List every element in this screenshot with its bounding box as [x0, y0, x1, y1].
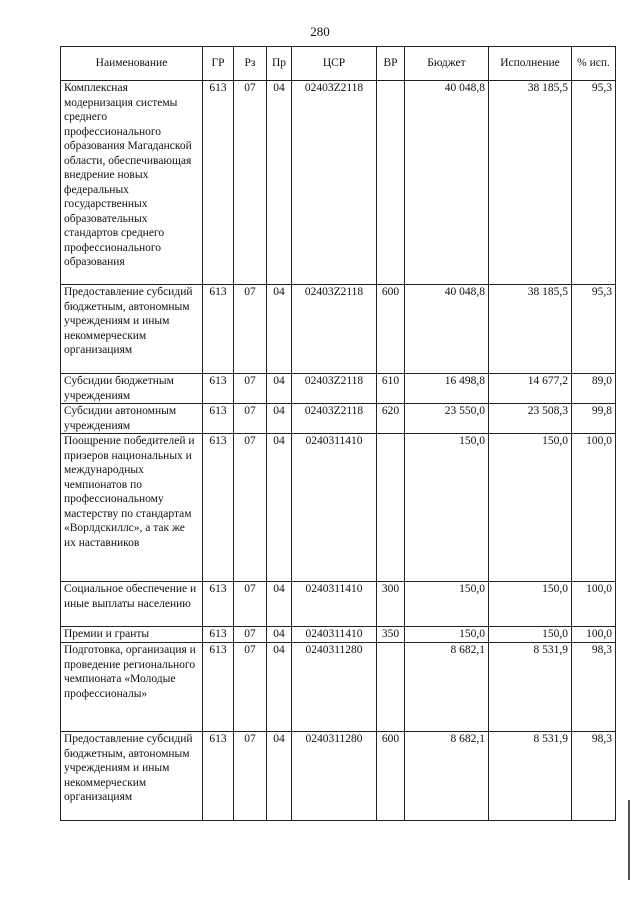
row-gr: 613 — [203, 285, 234, 374]
row-gr: 613 — [203, 374, 234, 404]
row-budget: 23 550,0 — [405, 404, 489, 434]
row-gr: 613 — [203, 643, 234, 732]
row-name: Поощрение победителей и призеров национальных и международных чемпионатов по профессиональному мастерству по стандартам «Ворлдскиллс», а так же их наставников — [61, 434, 203, 582]
row-vr: 610 — [377, 374, 405, 404]
row-percent: 98,3 — [572, 732, 616, 821]
row-execution: 150,0 — [489, 434, 572, 582]
row-pr: 04 — [267, 643, 292, 732]
row-budget: 150,0 — [405, 582, 489, 627]
row-gr: 613 — [203, 732, 234, 821]
row-pr: 04 — [267, 627, 292, 643]
row-budget: 40 048,8 — [405, 285, 489, 374]
row-vr: 300 — [377, 582, 405, 627]
row-percent: 95,3 — [572, 81, 616, 285]
header-pr: Пр — [267, 47, 292, 81]
row-execution: 8 531,9 — [489, 643, 572, 732]
table-row — [61, 434, 616, 582]
row-rz: 07 — [234, 732, 267, 821]
row-csr: 0240311410 — [292, 434, 377, 582]
row-rz: 07 — [234, 582, 267, 627]
table-row — [61, 81, 616, 285]
row-vr: 620 — [377, 404, 405, 434]
row-budget: 150,0 — [405, 434, 489, 582]
row-percent: 100,0 — [572, 434, 616, 582]
row-budget: 8 682,1 — [405, 732, 489, 821]
row-rz: 07 — [234, 434, 267, 582]
row-name: Предоставление субсидий бюджетным, автономным учреждениям и иным некоммерческим организациям — [61, 732, 203, 821]
header-csr: ЦСР — [292, 47, 377, 81]
table-row — [61, 643, 616, 732]
row-name: Предоставление субсидий бюджетным, автономным учреждениям и иным некоммерческим организациям — [61, 285, 203, 374]
row-budget: 150,0 — [405, 627, 489, 643]
row-rz: 07 — [234, 374, 267, 404]
row-percent: 99,8 — [572, 404, 616, 434]
row-vr: 350 — [377, 627, 405, 643]
budget-table — [60, 46, 616, 821]
row-vr — [377, 81, 405, 285]
row-execution: 150,0 — [489, 627, 572, 643]
row-name: Субсидии автономным учреждениям — [61, 404, 203, 434]
row-rz: 07 — [234, 81, 267, 285]
row-rz: 07 — [234, 627, 267, 643]
table-row — [61, 732, 616, 821]
row-percent: 89,0 — [572, 374, 616, 404]
row-budget: 8 682,1 — [405, 643, 489, 732]
row-vr — [377, 434, 405, 582]
row-rz: 07 — [234, 285, 267, 374]
row-name: Комплексная модернизация системы среднего профессионального образования Магаданской области, обеспечивающая внедрение новых федеральных государственных образовательных стандартов среднего профессионального образования — [61, 81, 203, 285]
row-rz: 07 — [234, 404, 267, 434]
header-budget: Бюджет — [405, 47, 489, 81]
row-csr: 0240311280 — [292, 732, 377, 821]
row-gr: 613 — [203, 404, 234, 434]
table-row — [61, 374, 616, 404]
row-budget: 16 498,8 — [405, 374, 489, 404]
row-csr: 02403Z2118 — [292, 81, 377, 285]
table-row — [61, 582, 616, 627]
table-row — [61, 627, 616, 643]
row-execution: 38 185,5 — [489, 81, 572, 285]
header-percent: % исп. — [572, 47, 616, 81]
row-execution: 38 185,5 — [489, 285, 572, 374]
row-vr: 600 — [377, 285, 405, 374]
row-pr: 04 — [267, 374, 292, 404]
table-row — [61, 404, 616, 434]
row-pr: 04 — [267, 81, 292, 285]
row-name: Субсидии бюджетным учреждениям — [61, 374, 203, 404]
row-csr: 0240311410 — [292, 582, 377, 627]
header-rz: Рз — [234, 47, 267, 81]
row-percent: 98,3 — [572, 643, 616, 732]
row-name: Премии и гранты — [61, 627, 203, 643]
row-gr: 613 — [203, 434, 234, 582]
row-vr: 600 — [377, 732, 405, 821]
row-name: Социальное обеспечение и иные выплаты населению — [61, 582, 203, 627]
row-pr: 04 — [267, 434, 292, 582]
row-vr — [377, 643, 405, 732]
row-execution: 23 508,3 — [489, 404, 572, 434]
row-csr: 02403Z2118 — [292, 404, 377, 434]
header-execution: Исполнение — [489, 47, 572, 81]
row-pr: 04 — [267, 404, 292, 434]
table-header-row — [61, 47, 616, 81]
row-rz: 07 — [234, 643, 267, 732]
row-budget: 40 048,8 — [405, 81, 489, 285]
row-execution: 150,0 — [489, 582, 572, 627]
header-gr: ГР — [203, 47, 234, 81]
row-csr: 02403Z2118 — [292, 285, 377, 374]
row-percent: 100,0 — [572, 582, 616, 627]
row-csr: 0240311410 — [292, 627, 377, 643]
header-vr: ВР — [377, 47, 405, 81]
row-pr: 04 — [267, 285, 292, 374]
scan-edge-mark — [628, 800, 630, 880]
header-name: Наименование — [61, 47, 203, 81]
row-gr: 613 — [203, 627, 234, 643]
row-execution: 8 531,9 — [489, 732, 572, 821]
row-pr: 04 — [267, 732, 292, 821]
row-csr: 02403Z2118 — [292, 374, 377, 404]
row-percent: 95,3 — [572, 285, 616, 374]
row-name: Подготовка, организация и проведение регионального чемпионата «Молодые профессионалы» — [61, 643, 203, 732]
row-execution: 14 677,2 — [489, 374, 572, 404]
row-gr: 613 — [203, 81, 234, 285]
table-row — [61, 285, 616, 374]
row-gr: 613 — [203, 582, 234, 627]
row-csr: 0240311280 — [292, 643, 377, 732]
row-pr: 04 — [267, 582, 292, 627]
row-percent: 100,0 — [572, 627, 616, 643]
page-number: 280 — [310, 24, 330, 39]
